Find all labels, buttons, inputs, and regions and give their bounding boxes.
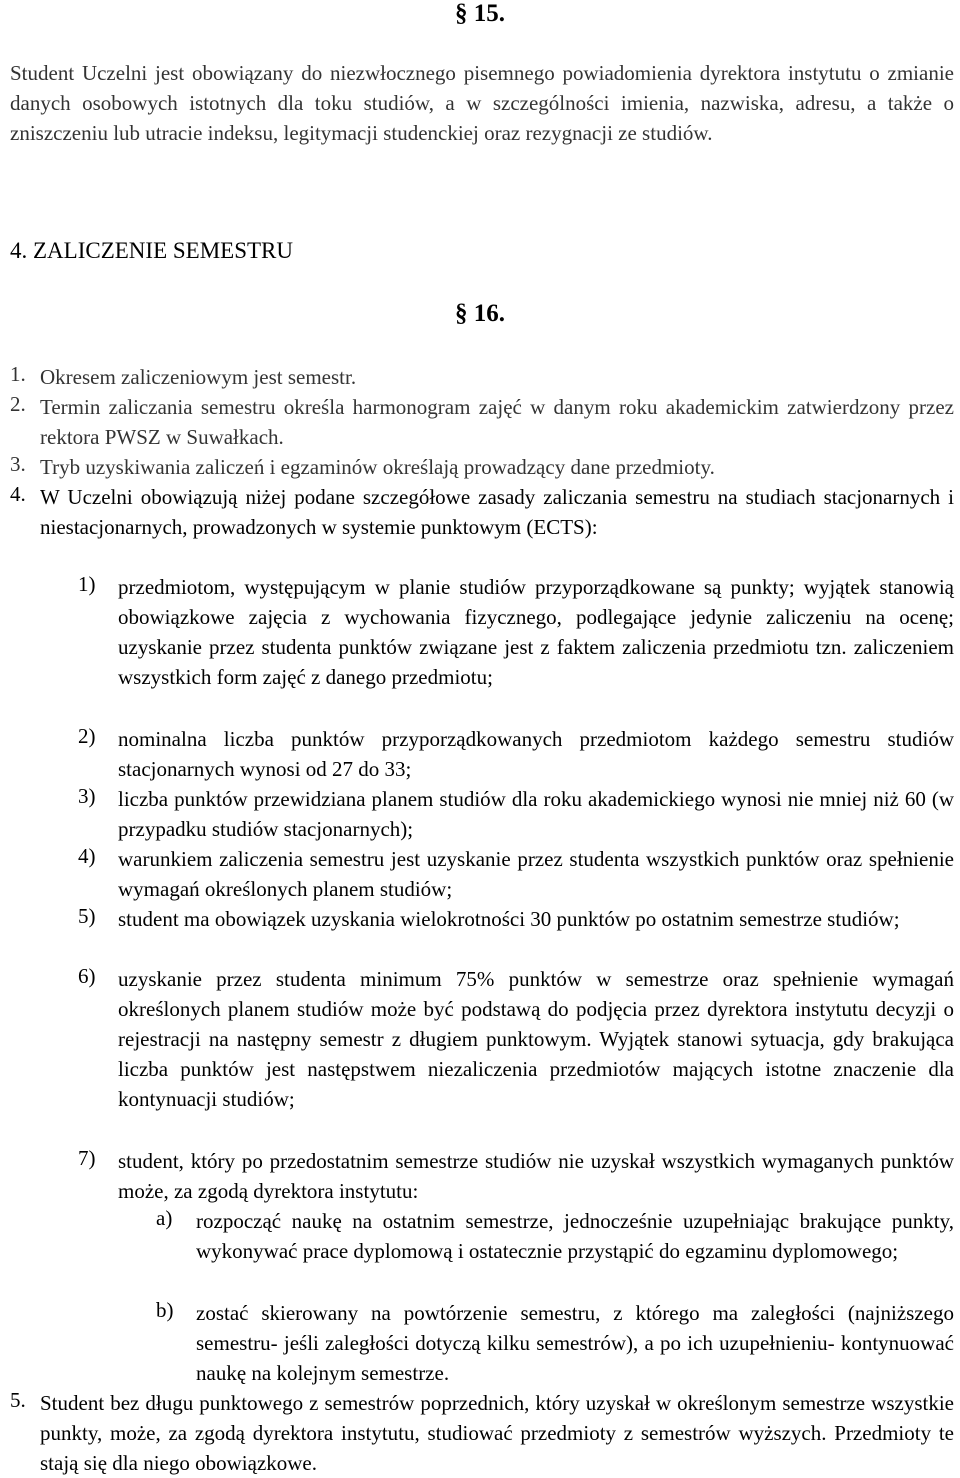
sub-list-item-text: nominalna liczba punktów przyporządkowanych przedmiotom każdego semestru studiów stacjonarnych wynosi od 27 do 33;	[118, 727, 954, 781]
list-item-number: 3.	[10, 452, 26, 476]
sub-list-item-text: student, który po przedostatnim semestrze studiów nie uzyskał wszystkich wymaganych punktów może, za zgodą dyrektora instytutu:	[118, 1149, 954, 1203]
sub-list-item-number: 6)	[78, 964, 96, 988]
list-item-text: W Uczelni obowiązują niżej podane szczegółowe zasady zaliczania semestru na studiach stacjonarnych i niestacjonarnych, prowadzonych w systemie punktowym (ECTS):	[40, 485, 954, 539]
list-item-text: Student bez długu punktowego z semestrów poprzednich, który uzyskał w określonym semestrze wszystkie punkty, może, za zgodą dyrektora instytutu, studiować przedmioty z semestrów wyższych. Przedmioty te stają się dla niego obowiązkowe.	[40, 1391, 954, 1475]
list-item-text: Okresem zaliczeniowym jest semestr.	[40, 365, 357, 389]
list-item-number: 5.	[10, 1388, 26, 1412]
letter-list-item-marker: a)	[156, 1206, 173, 1230]
sub-list-item-text: student ma obowiązek uzyskania wielokrotności 30 punktów po ostatnim semestrze studiów;	[118, 907, 900, 931]
list-item-number: 4.	[10, 482, 26, 506]
chapter-title: 4. ZALICZENIE SEMESTRU	[10, 238, 294, 263]
letter-list-item-text: rozpocząć naukę na ostatnim semestrze, jednocześnie uzupełniając brakujące punkty, wykonywać prace dyplomową i ostatecznie przystąpić do egzaminu dyplomowego;	[196, 1209, 954, 1263]
letter-list-item-text: zostać skierowany na powtórzenie semestru, z którego ma zaległości (najniższego semestru- jeśli zaległości dotyczą kilku semestrów), a po ich uzupełnieniu- kontynuować naukę na kolejnym semestrze.	[196, 1301, 954, 1385]
section-15-heading: § 15.	[455, 0, 505, 27]
section-15-paragraph: Student Uczelni jest obowiązany do niezwłocznego pisemnego powiadomienia dyrektora instytutu o zmianie danych osobowych istotnych dla toku studiów, a w szczególności imienia, nazwiska, adresu, a także o zniszczeniu lub utracie indeksu, legitymacji studenckiej oraz rezygnacji ze studiów.	[10, 61, 954, 145]
sub-list-item-text: przedmiotom, występującym w planie studiów przyporządkowane są punkty; wyjątek stanowią obowiązkowe zajęcia z wychowania fizycznego, podlegające jedynie zaliczeniu na ocenę; uzyskanie przez studenta punktów związane jest z faktem zaliczenia przedmiotu tzn. zaliczeniem wszystkich form zajęć z danego przedmiotu;	[118, 575, 954, 689]
list-item-number: 2.	[10, 392, 26, 416]
sub-list-item-number: 5)	[78, 904, 96, 928]
list-item-text: Termin zaliczania semestru określa harmonogram zajęć w danym roku akademickim zatwierdzony przez rektora PWSZ w Suwałkach.	[40, 395, 954, 449]
sub-list-item-text: liczba punktów przewidziana planem studiów dla roku akademickiego wynosi nie mniej niż 60 (w przypadku studiów stacjonarnych);	[118, 787, 954, 841]
sub-list-item-number: 4)	[78, 844, 96, 868]
sub-list-item-text: warunkiem zaliczenia semestru jest uzyskanie przez studenta wszystkich punktów oraz spełnienie wymagań określonych planem studiów;	[118, 847, 954, 901]
sub-list-item-text: uzyskanie przez studenta minimum 75% punktów w semestrze oraz spełnienie wymagań określonych planem studiów może być podstawą do podjęcia przez dyrektora instytutu decyzji o rejestracji na następny semestr z długiem punktowym. Wyjątek stanowi sytuacja, gdy brakująca liczba punktów jest następstwem niezaliczenia przedmiotów mających istotne znaczenie dla kontynuacji studiów;	[118, 967, 954, 1111]
section-16-heading: § 16.	[455, 300, 505, 327]
letter-list-item-marker: b)	[156, 1298, 174, 1322]
list-item-number: 1.	[10, 362, 26, 386]
sub-list-item-number: 3)	[78, 784, 96, 808]
sub-list-item-number: 1)	[78, 572, 96, 596]
list-item-text: Tryb uzyskiwania zaliczeń i egzaminów określają prowadzący dane przedmioty.	[40, 455, 715, 479]
sub-list-item-number: 2)	[78, 724, 96, 748]
sub-list-item-number: 7)	[78, 1146, 96, 1170]
